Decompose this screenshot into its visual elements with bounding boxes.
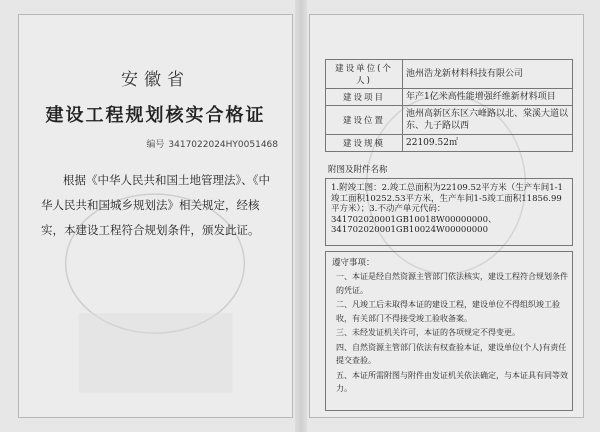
number-value: 3417022024HY0051468 <box>168 140 278 150</box>
notes-title: 遵守事项： <box>332 258 375 268</box>
info-label: 建设项目 <box>326 89 403 106</box>
info-label: 建设规模 <box>326 135 403 152</box>
project-info-table <box>325 59 573 152</box>
info-row <box>326 60 573 89</box>
note-item: 一、本证是经自然资源主管部门依法核实，建设工程符合规划条件的凭证。 <box>336 272 568 295</box>
note-item: 三、未经发证机关许可，本证的各项规定不得变更。 <box>336 328 520 337</box>
info-row <box>326 135 573 152</box>
info-value: 池州浩龙新材料科技有限公司 <box>403 60 573 89</box>
info-row <box>326 89 573 106</box>
note-item: 五、本证所需附图与附件由发证机关依法确定，与本证具有同等效力。 <box>336 370 568 393</box>
info-value: 年产1亿米高性能增强纤维新材料项目 <box>403 89 573 106</box>
info-value: 22109.52㎡ <box>403 135 573 152</box>
info-label: 建设单位(个人) <box>326 60 403 89</box>
notes-list <box>336 270 568 397</box>
certificate-left-page <box>18 14 293 418</box>
notes-box <box>325 251 573 411</box>
info-value: 池州高新区东区六峰路以北、棠溪大道以东、九子路以西 <box>403 106 573 135</box>
attachments-title: 附图及附件名称 <box>328 165 388 175</box>
certificate-right-page <box>309 14 584 418</box>
province-name: 安徽省 <box>121 70 190 90</box>
note-item: 四、自然资源主管部门依法有权查验本证，建设单位(个人)有责任提交查验。 <box>336 342 567 365</box>
info-row <box>326 106 573 135</box>
certificate-title: 建设工程规划核实合格证 <box>45 105 266 126</box>
legal-basis-text: 根据《中华人民共和国土地管理法》、《中华人民共和国城乡规划法》相关规定，经核实，本建设工程符合规划条件，颁发此证。 <box>41 173 270 237</box>
certificate-number <box>146 137 278 150</box>
note-item: 二、凡竣工后未取得本证的建设工程，建设单位不得组织竣工验收，有关部门不得接受竣工验收备案。 <box>336 300 560 323</box>
attachments-text: 1.附竣工图：2.竣工总面积为22109.52平方米（生产车间1-1竣工面积10252.53平方米，生产车间1-5竣工面积11856.99平方米）；3.不动产单元代码：341702020001GB10018W00000000、341702020001GB10024W00000000 <box>331 183 563 235</box>
attachments-box <box>325 178 573 246</box>
number-label: 编号 <box>146 140 165 150</box>
book-fold <box>295 0 307 432</box>
info-label: 建设位置 <box>326 106 403 135</box>
